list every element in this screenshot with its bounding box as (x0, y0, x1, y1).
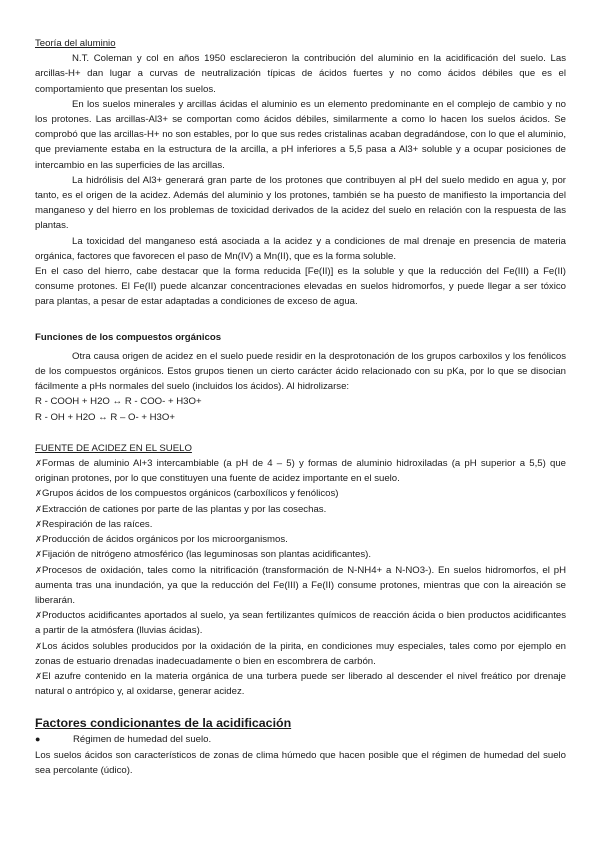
bullet-icon: ✗ (35, 458, 43, 469)
bullet-icon: ✗ (35, 564, 43, 575)
list-item: ✗Productos acidificantes aportados al suelo, ya sean fertilizantes químicos de reacción ácida o bien productos acidificantes a partir de la atmósfera (lluvias ácidas). (35, 610, 566, 637)
bullet-icon: ✗ (35, 670, 43, 681)
paragraph: En los suelos minerales y arcillas ácidas el aluminio es un elemento predominante en el complejo de cambio y no los protones. Las arcillas-Al3+ se comportan como ácidos débiles, similarmente a como lo hacen los suelos ácidos. Se comprobó que las arcillas-H+ no son estables, por lo que sus redes cristalinas acaban degradándose, con lo que el aluminio, que previamente estaba en la estructura de la arcilla, a pH inferiores a 5,5 pasa a Al3+ soluble y a ocupar posiciones de intercambio en las superficies de las arcillas. (35, 98, 566, 171)
bullet-icon: ✗ (35, 610, 43, 621)
bullet-icon: ✗ (35, 640, 43, 651)
section-funciones (35, 330, 566, 425)
list-item: ✗Producción de ácidos orgánicos por los microorganismos. (35, 532, 566, 547)
list-item: ✗Extracción de cationes por parte de las plantas y por las cosechas. (35, 502, 566, 517)
paragraph: Los suelos ácidos son característicos de zonas de clima húmedo que hacen posible que el régimen de humedad del suelo sea percolante (údico). (35, 749, 566, 776)
paragraph: N.T. Coleman y col en años 1950 esclarecieron la contribución del aluminio en la acidificación del suelo. Las arcillas-H+ dan lugar a curvas de neutralización típicas de ácidos fuertes y no como ácidos débiles que es el comportamiento que presentan los suelos. (35, 53, 566, 95)
equation: R - OH + H2O ↔ R – O- + H3O+ (35, 411, 175, 423)
paragraph: La toxicidad del manganeso está asociada a la acidez y a condiciones de mal drenaje en presencia de materia orgánica, factores que favorecen el paso de Mn(IV) a Mn(II), que es la forma soluble. (35, 235, 566, 262)
bullet-icon: ✗ (35, 549, 43, 560)
list-item: ✗Formas de aluminio Al+3 intercambiable (a pH de 4 – 5) y formas de aluminio hidroxiladas (a pH superior a 5,5) que originan protones, por lo que constituyen una fuente de acidez importante en el suelo. (35, 458, 566, 485)
list-item: ✗Respiración de las raíces. (35, 517, 566, 532)
bullet-icon: ✗ (35, 503, 43, 514)
heading-funciones-compuestos-organicos: Funciones de los compuestos orgánicos (35, 331, 222, 343)
bullet-icon: ✗ (35, 518, 43, 529)
heading-teoria-del-aluminio: Teoría del aluminio (35, 38, 116, 49)
bullet-dot-icon: ● (35, 734, 41, 745)
list-item: ✗Los ácidos solubles producidos por la oxidación de la pirita, en condiciones muy especiales, tales como por ejemplo en zonas de estuario drenadas inadecuadamente o bien en escombrera de carbón. (35, 640, 566, 667)
section-teoria (35, 36, 566, 310)
list-item: ✗Procesos de oxidación, tales como la nitrificación (transformación de N-NH4+ a N-NO3-). En suelos hidromorfos, el pH aumenta tras una inundación, ya que la reducción del Fe(III) a Fe(II) consume protones, mientras que con la aireación se liberarán. (35, 564, 566, 606)
paragraph: La hidrólisis del Al3+ generará gran parte de los protones que contribuyen al pH del suelo medido en agua y, por tanto, es el origen de la acidez. Además del aluminio y los protones, también se ha puesto de manifiesto la importancia del manganeso y del hierro en los problemas de toxicidad derivados de la acidez del suelo en relación con la respuesta de las plantas. (35, 174, 566, 232)
list-item: ● Régimen de humedad del suelo. (35, 732, 566, 747)
heading-fuente-de-acidez: FUENTE DE ACIDEZ EN EL SUELO (35, 442, 192, 454)
list-item: ✗El azufre contenido en la materia orgánica de una turbera puede ser liberado al descender el nivel freático por drenaje natural o antrópico y, al oxidarse, generar acidez. (35, 670, 566, 698)
section-fuente-de-acidez (35, 441, 566, 699)
list-item: ✗Grupos ácidos de los compuestos orgánicos (carboxílicos y fenólicos) (35, 486, 566, 501)
list-item: ✗Fijación de nitrógeno atmosférico (las leguminosas son plantas acidificantes). (35, 547, 566, 562)
section-factores (35, 715, 566, 778)
paragraph: En el caso del hierro, cabe destacar que la forma reducida [Fe(II)] es la soluble y que la reducción del Fe(III) a Fe(II) consume protones. El Fe(II) puede alcanzar concentraciones elevadas en suelos hidromorfos, y puede llegar a ser tóxico para plantas, a pesar de estar adaptadas a condiciones de exceso de agua. (35, 266, 566, 308)
heading-factores-condicionantes: Factores condicionantes de la acidificación (35, 716, 292, 731)
bullet-icon: ✗ (35, 488, 43, 499)
paragraph: Otra causa origen de acidez en el suelo puede residir en la desprotonación de los grupos carboxilos y los fenólicos de los compuestos orgánicos. Estos grupos tienen un cierto carácter ácido relacionado con su pKa, por lo que se disocian fácilmente a pHs normales del suelo (incluidos los ácidos). Al hidrolizarse: (35, 350, 566, 393)
equation: R - COOH + H2O ↔ R - COO- + H3O+ (35, 396, 202, 408)
bullet-icon: ✗ (35, 534, 43, 545)
